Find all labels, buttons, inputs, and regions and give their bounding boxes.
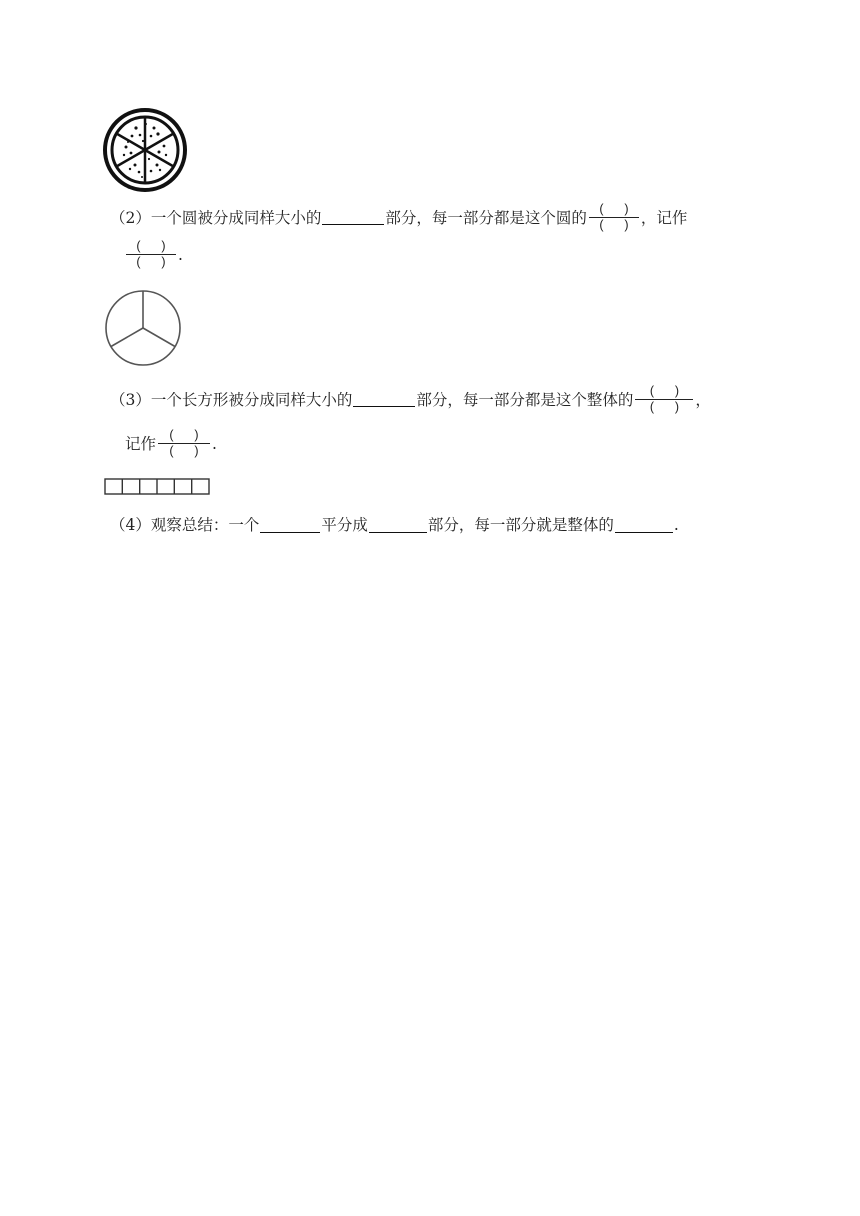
question-3-line-1 [110,385,711,414]
question-2-blank-parts[interactable] [322,210,384,225]
question-3-label: （3） [110,390,151,409]
fraction-denominator: ( ) [649,400,679,414]
question-4-line [110,515,679,535]
question-4-label: （4） [110,516,151,534]
fraction-numerator: ( ) [599,202,629,216]
question-2-text-3: ，记作 [640,208,688,227]
question-3-fraction-2[interactable] [158,429,210,458]
fraction-denominator: ( ) [169,444,199,458]
fraction-denominator: ( ) [599,218,629,232]
question-3-text-1: 一个长方形被分成同样大小的 [150,390,353,409]
question-2-text-1: 一个圆被分成同样大小的 [150,208,322,227]
question-3-text-2: 部分，每一部分都是这个整体的 [416,390,634,409]
question-3-end: . [212,434,217,453]
question-3-fraction-1[interactable] [635,385,693,414]
question-3-blank-parts[interactable] [353,392,415,407]
pizza-image [102,108,188,192]
question-4-text-3: 部分，每一部分就是整体的 [427,516,614,534]
question-3-text-4: 记作 [125,434,157,453]
question-4-text-1: 观察总结：一个 [150,516,260,534]
question-4-blank-parts[interactable] [369,518,427,533]
question-2-fraction-1[interactable] [589,203,639,232]
question-4-text-2: 平分成 [321,516,368,534]
fraction-numerator: ( ) [169,428,199,442]
fraction-denominator: ( ) [136,255,166,269]
question-2-text-2: 部分，每一部分都是这个圆的 [385,208,587,227]
question-4-end: . [673,516,679,534]
question-2-label: （2） [110,208,151,227]
question-4-blank-whole[interactable] [260,518,320,533]
question-2-line-2 [124,240,183,269]
question-4-blank-fraction[interactable] [615,518,673,533]
question-2-fraction-2[interactable] [126,240,176,269]
question-3-line-2 [125,429,217,458]
question-3-text-3: ， [695,390,711,409]
fraction-numerator: ( ) [136,239,166,253]
rectangle-six-parts-image [104,478,210,496]
circle-three-parts-image [102,288,184,368]
question-2-end: . [178,245,183,264]
question-2-line-1 [110,203,687,232]
fraction-numerator: ( ) [649,384,679,398]
